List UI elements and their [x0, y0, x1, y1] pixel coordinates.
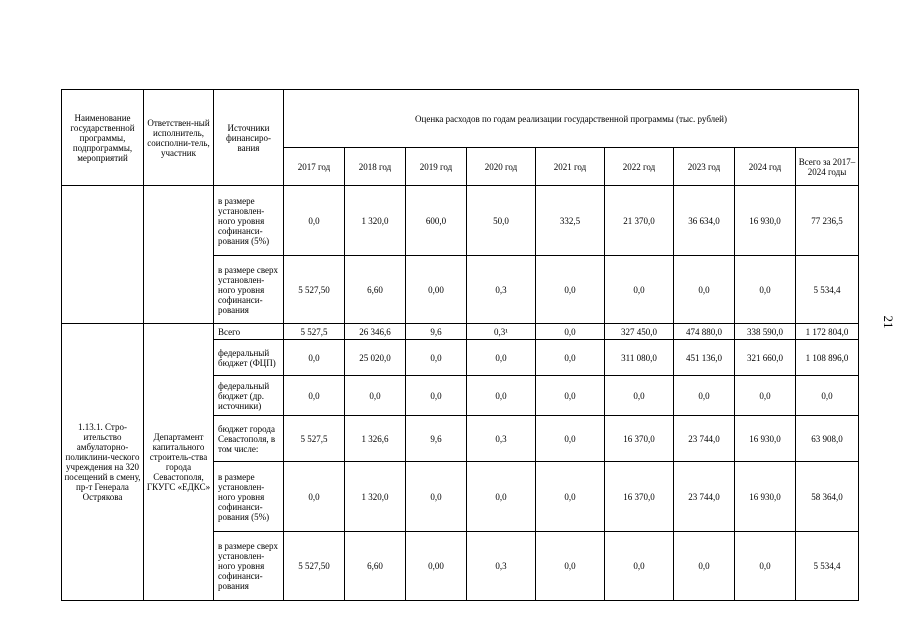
- value-cell: 0,0: [605, 376, 674, 416]
- value-cell: 0,0: [345, 376, 406, 416]
- value-cell: 0,0: [467, 340, 536, 376]
- source-cell: в размере сверх установлен-ного уровня софинанси-рования: [214, 532, 284, 601]
- value-cell: 1 320,0: [345, 462, 406, 532]
- value-cell: 0,0: [674, 376, 735, 416]
- value-cell: 5 527,50: [284, 532, 345, 601]
- value-cell: 5 527,5: [284, 324, 345, 340]
- value-cell: 0,0: [605, 532, 674, 601]
- value-cell: 0,0: [605, 256, 674, 324]
- value-cell: 338 590,0: [735, 324, 796, 340]
- executor-cell: Департамент капитального строитель-ства города Севастополя, ГКУГС «ЕДКС»: [144, 324, 214, 601]
- program-name-cell: 1.13.1. Стро-ительство амбулаторно-поликлини-ческого учреждения на 320 посещений в смену, пр-т Генерала Острякова: [62, 324, 144, 601]
- value-cell: 16 370,0: [605, 462, 674, 532]
- value-cell: 0,0: [536, 256, 605, 324]
- value-cell: 25 020,0: [345, 340, 406, 376]
- value-cell: 0,0: [735, 376, 796, 416]
- value-cell: 6,60: [345, 532, 406, 601]
- budget-table: [61, 89, 859, 601]
- value-cell: 0,0: [536, 532, 605, 601]
- value-cell: 0,00: [406, 532, 467, 601]
- value-cell: 23 744,0: [674, 462, 735, 532]
- value-cell: 9,6: [406, 416, 467, 462]
- source-cell: в размере сверх установлен-ного уровня софинанси-рования: [214, 256, 284, 324]
- empty-executor-cell: [144, 186, 214, 324]
- value-cell: 6,60: [345, 256, 406, 324]
- header-year-2024: 2024 год: [735, 148, 796, 186]
- value-cell: 0,0: [284, 186, 345, 256]
- source-cell: в размере установлен-ного уровня софинанси-рования (5%): [214, 462, 284, 532]
- value-cell: 16 930,0: [735, 462, 796, 532]
- value-cell: 5 534,4: [796, 532, 859, 601]
- value-cell: 0,0: [406, 376, 467, 416]
- value-cell: 16 930,0: [735, 416, 796, 462]
- value-cell: 1 326,6: [345, 416, 406, 462]
- value-cell: 0,0: [406, 340, 467, 376]
- value-cell: 0,0: [467, 462, 536, 532]
- value-cell: 0,0: [406, 462, 467, 532]
- value-cell: 0,0: [284, 462, 345, 532]
- header-source: Источники финансиро-вания: [214, 90, 284, 186]
- header-year-2022: 2022 год: [605, 148, 674, 186]
- value-cell: 0,3: [467, 416, 536, 462]
- value-cell: 0,0: [674, 256, 735, 324]
- value-cell: 0,0: [674, 532, 735, 601]
- value-cell: 0,0: [467, 376, 536, 416]
- value-cell: 1 320,0: [345, 186, 406, 256]
- value-cell: 5 534,4: [796, 256, 859, 324]
- header-year-2018: 2018 год: [345, 148, 406, 186]
- value-cell: 16 370,0: [605, 416, 674, 462]
- value-cell: 600,0: [406, 186, 467, 256]
- value-cell: 0,0: [796, 376, 859, 416]
- source-cell: федеральный бюджет (др. источники): [214, 376, 284, 416]
- header-year-2017: 2017 год: [284, 148, 345, 186]
- value-cell: 1 108 896,0: [796, 340, 859, 376]
- value-cell: 0,0: [735, 532, 796, 601]
- value-cell: 0,0: [536, 416, 605, 462]
- header-name: Наименование государственной программы, подпрограммы, мероприятий: [62, 90, 144, 186]
- value-cell: 451 136,0: [674, 340, 735, 376]
- page-number: 21: [881, 315, 896, 329]
- value-cell: 0,0: [284, 340, 345, 376]
- value-cell: 1 172 804,0: [796, 324, 859, 340]
- table-row: [62, 186, 859, 256]
- value-cell: 26 346,6: [345, 324, 406, 340]
- header-total: Всего за 2017–2024 годы: [796, 148, 859, 186]
- header-year-2020: 2020 год: [467, 148, 536, 186]
- value-cell: 77 236,5: [796, 186, 859, 256]
- value-cell: 9,6: [406, 324, 467, 340]
- value-cell: 50,0: [467, 186, 536, 256]
- value-cell: 311 080,0: [605, 340, 674, 376]
- value-cell: 0,3: [467, 532, 536, 601]
- value-cell: 0,0: [536, 462, 605, 532]
- value-cell: 21 370,0: [605, 186, 674, 256]
- value-cell: 0,0: [536, 324, 605, 340]
- source-cell: Всего: [214, 324, 284, 340]
- value-cell: 0,0: [284, 376, 345, 416]
- source-cell: бюджет города Севастополя, в том числе:: [214, 416, 284, 462]
- value-cell: 16 930,0: [735, 186, 796, 256]
- value-cell: 0,0: [735, 256, 796, 324]
- header-year-2019: 2019 год: [406, 148, 467, 186]
- value-cell: 0,00: [406, 256, 467, 324]
- value-cell: 36 634,0: [674, 186, 735, 256]
- value-cell: 63 908,0: [796, 416, 859, 462]
- empty-name-cell: [62, 186, 144, 324]
- header-executor: Ответствен-ный исполнитель, соисполни-тель, участник: [144, 90, 214, 186]
- source-cell: федеральный бюджет (ФЦП): [214, 340, 284, 376]
- value-cell: 5 527,5: [284, 416, 345, 462]
- value-cell: 23 744,0: [674, 416, 735, 462]
- header-year-2021: 2021 год: [536, 148, 605, 186]
- value-cell: 58 364,0: [796, 462, 859, 532]
- value-cell: 327 450,0: [605, 324, 674, 340]
- value-cell: 0,3: [467, 256, 536, 324]
- value-cell: 321 660,0: [735, 340, 796, 376]
- value-cell: 0,0: [536, 376, 605, 416]
- header-year-2023: 2023 год: [674, 148, 735, 186]
- value-cell: 332,5: [536, 186, 605, 256]
- value-cell: 0,3¹: [467, 324, 536, 340]
- value-cell: 474 880,0: [674, 324, 735, 340]
- value-cell: 5 527,50: [284, 256, 345, 324]
- value-cell: 0,0: [536, 340, 605, 376]
- table-row: [62, 324, 859, 340]
- header-estimate: Оценка расходов по годам реализации государственной программы (тыс. рублей): [284, 90, 859, 148]
- source-cell: в размере установлен-ного уровня софинанси-рования (5%): [214, 186, 284, 256]
